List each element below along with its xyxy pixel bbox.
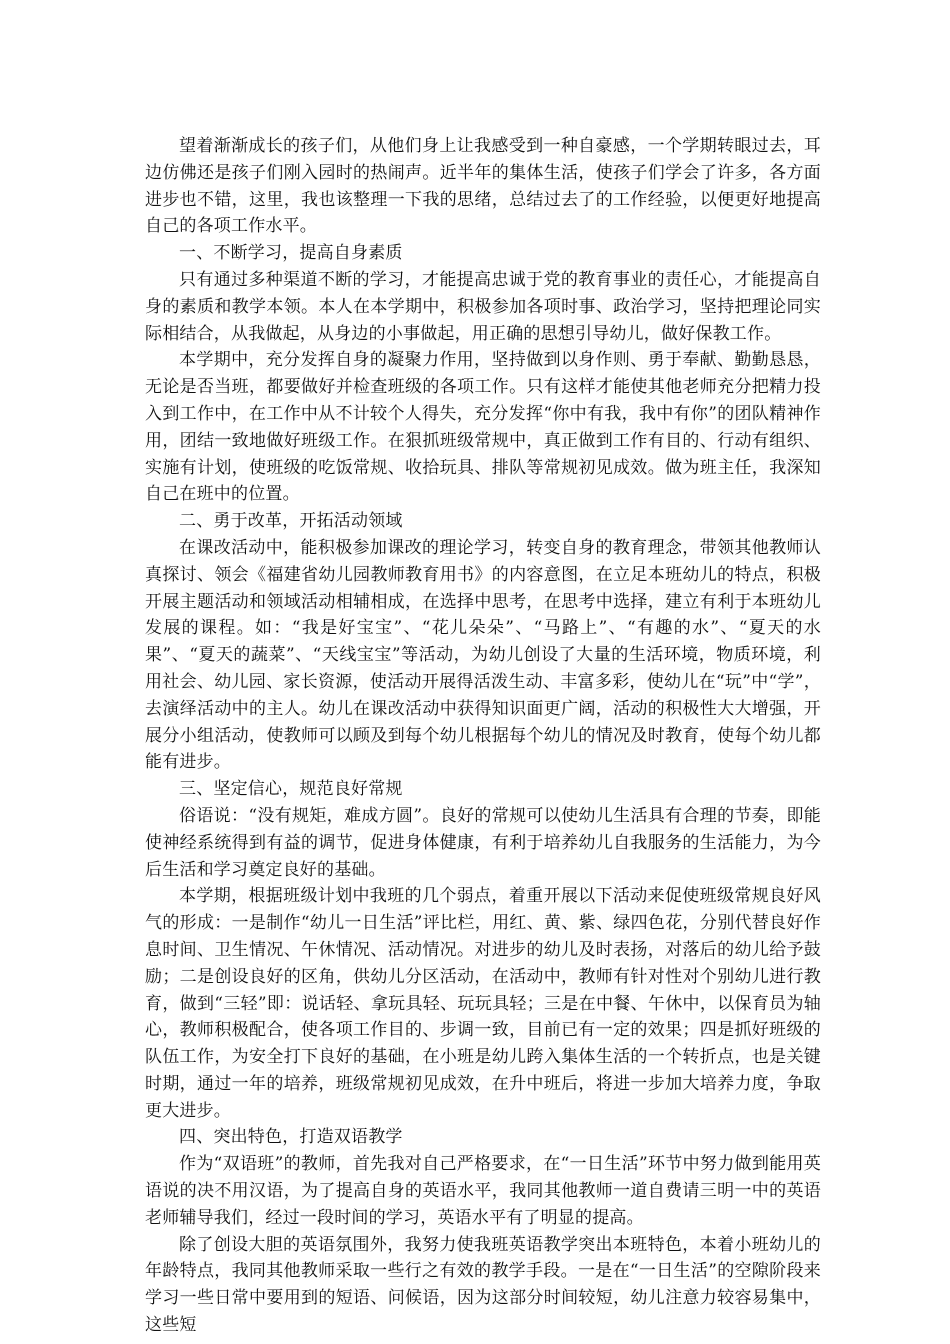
section2-heading: 二、勇于改革，开拓活动领域 — [179, 511, 403, 532]
section1-paragraph-2: 本学期中，充分发挥自身的凝聚力作用，坚持做到以身作则、勇于奉献、勤勤恳恳，无论是否当班，都要做好并检查班级的各项工作。只有这样才能使其他老师充分把精力投入到工作中，在工作中从不计较个人得失，充分发挥“你中有我，我中有你”的团队精神作用，团结一致地做好班级工作。在狠抓班级常规中，真正做到工作有目的、行动有组织、实施有计划，使班级的吃饭常规、收拾玩具、排队等常规初见成效。做为班主任，我深知自己在班中的位置。 — [145, 350, 821, 505]
section4-heading: 四、突出特色，打造双语教学 — [179, 1127, 403, 1148]
section3-paragraph-2: 本学期，根据班级计划中我班的几个弱点，着重开展以下活动来促使班级常规良好风气的形成：一是制作“幼儿一日生活”评比栏，用红、黄、紫、绿四色花，分别代替良好作息时间、卫生情况、午休情况、活动情况。对进步的幼儿及时表扬，对落后的幼儿给予鼓励；二是创设良好的区角，供幼儿分区活动，在活动中，教师有针对性对个别幼儿进行教育，做到“三轻”即：说话轻、拿玩具轻、玩玩具轻；三是在中餐、午休中，以保育员为轴心，教师积极配合，使各项工作目的、步调一致，目前已有一定的效果；四是抓好班级的队伍工作，为安全打下良好的基础，在小班是幼儿跨入集体生活的一个转折点，也是关键时期，通过一年的培养，班级常规初见成效，在升中班后，将进一步加大培养力度，争取更大进步。 — [145, 886, 821, 1121]
section2-paragraph-1: 在课改活动中，能积极参加课改的理论学习，转变自身的教育理念，带领其他教师认真探讨、领会《福建省幼儿园教师教育用书》的内容意图，在立足本班幼儿的特点，积极开展主题活动和领域活动相辅相成，在选择中思考，在思考中选择，建立有利于本班幼儿发展的课程。如：“我是好宝宝”、“花儿朵朵”、“马路上”、“有趣的水”、“夏天的水果”、“夏天的蔬菜”、“天线宝宝”等活动，为幼儿创设了大量的生活环境，物质环境，利用社会、幼儿园、家长资源，使活动开展得活泼生动、丰富多彩，使幼儿在“玩”中“学”，去演绎活动中的主人。幼儿在课改活动中获得知识面更广阔，活动的积极性大大增强，开展分小组活动，使教师可以顾及到每个幼儿根据每个幼儿的情况及时教育，使每个幼儿都能有进步。 — [145, 537, 821, 773]
section3-heading: 三、坚定信心，规范良好常规 — [179, 779, 403, 800]
intro-paragraph: 望着渐渐成长的孩子们，从他们身上让我感受到一种自豪感，一个学期转眼过去，耳边仿佛还是孩子们刚入园时的热闹声。近半年的集体生活，使孩子们学会了许多，各方面进步也不错，这里，我也该整理一下我的思绪，总结过去了的工作经验，以便更好地提高自己的各项工作水平。 — [145, 136, 821, 237]
section3-paragraph-1: 俗语说：“没有规矩，难成方圆”。良好的常规可以使幼儿生活具有合理的节奏，即能使神经系统得到有益的调节，促进身体健康，有利于培养幼儿自我服务的生活能力，为今后生活和学习奠定良好的基础。 — [145, 805, 821, 880]
document-page — [145, 133, 821, 1339]
section1-heading: 一、不断学习，提高自身素质 — [179, 243, 403, 264]
section4-paragraph-2: 除了创设大胆的英语氛围外，我努力使我班英语教学突出本班特色，本着小班幼儿的年龄特点，我同其他教师采取一些行之有效的教学手段。一是在“一日生活”的空隙阶段来学习一些日常中要用到的短语、问候语，因为这部分时间较短，幼儿注意力较容易集中，这些短 — [145, 1234, 821, 1336]
section1-paragraph-1: 只有通过多种渠道不断的学习，才能提高忠诚于党的教育事业的责任心，才能提高自身的素质和教学本领。本人在本学期中，积极参加各项时事、政治学习，坚持把理论同实际相结合，从我做起，从身边的小事做起，用正确的思想引导幼儿，做好保教工作。 — [145, 269, 821, 344]
section4-paragraph-1: 作为“双语班”的教师，首先我对自己严格要求，在“一日生活”环节中努力做到能用英语说的决不用汉语，为了提高自身的英语水平，我同其他教师一道自费请三明一中的英语老师辅导我们，经过一段时间的学习，英语水平有了明显的提高。 — [145, 1154, 821, 1228]
